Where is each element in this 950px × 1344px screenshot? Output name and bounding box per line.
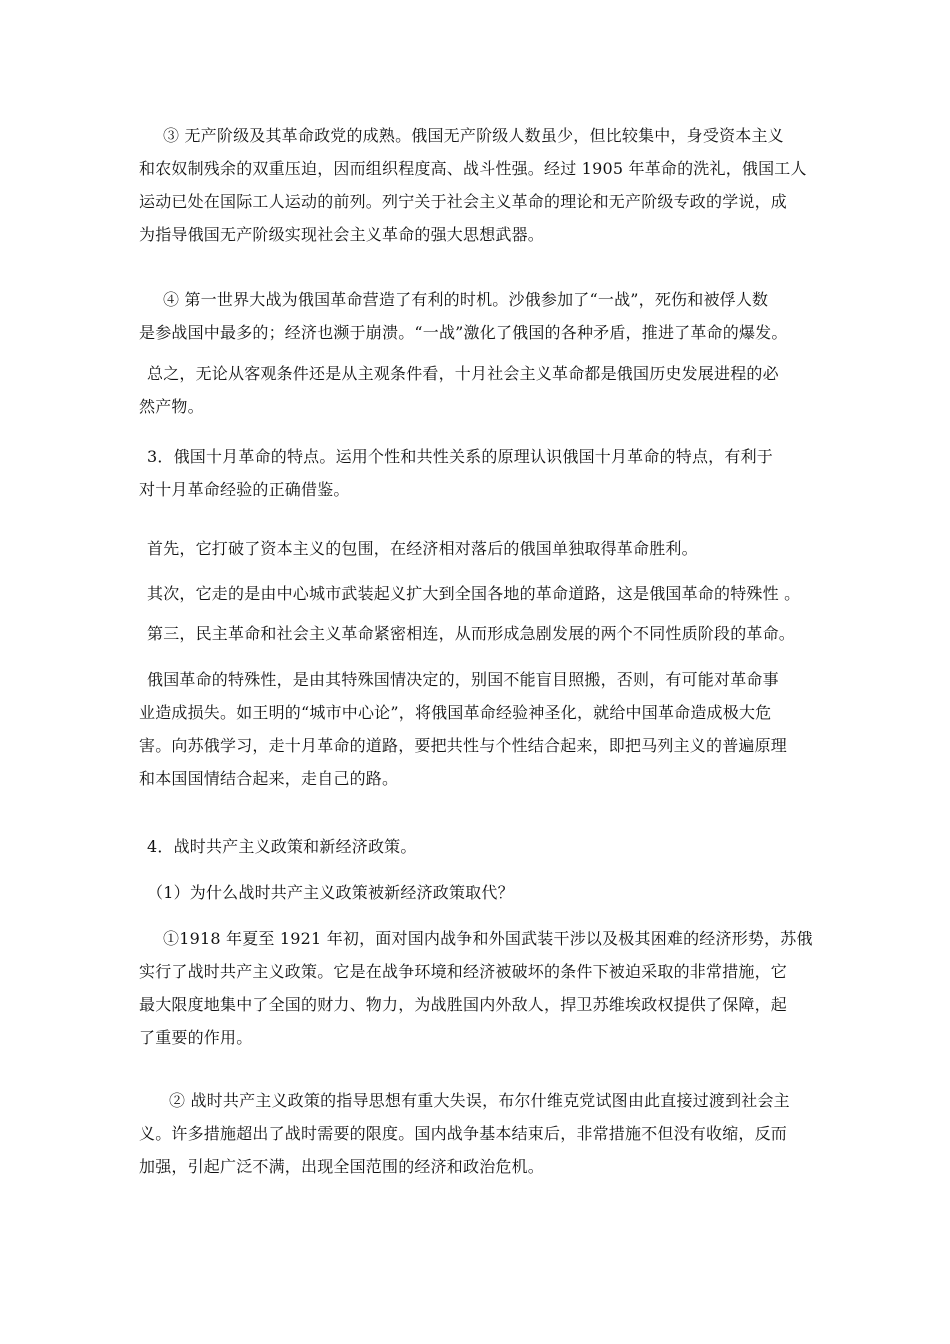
text-line: 其次，它走的是由中心城市武装起义扩大到全国各地的革命道路，这是俄国革命的特殊性 。 <box>147 584 801 603</box>
text-line: 业造成损失。如王明的“城市中心论”，将俄国革命经验神圣化，就给中国革命造成极大危 <box>139 703 772 722</box>
text-line: 首先，它打破了资本主义的包围，在经济相对落后的俄国单独取得革命胜利。 <box>147 539 698 558</box>
text-line: 运动已处在国际工人运动的前列。列宁关于社会主义革命的理论和无产阶级专政的学说，成 <box>139 192 788 211</box>
text-line: ② 战时共产主义政策的指导思想有重大失误，布尔什维克党试图由此直接过渡到社会主 <box>169 1091 790 1110</box>
paragraph-section-4-heading <box>139 830 819 863</box>
text-line: 实行了战时共产主义政策。它是在战争环境和经济被破坏的条件下被迫采取的非常措施，它 <box>139 962 788 981</box>
paragraph-section-3-heading <box>139 440 819 506</box>
text-line: 和农奴制残余的双重压迫，因而组织程度高、战斗性强。经过 1905 年革命的洗礼，俄国工人 <box>139 159 807 178</box>
paragraph-war-communism <box>139 922 819 1054</box>
paragraph-proletariat-maturity <box>139 119 819 251</box>
text-line: 害。向苏俄学习，走十月革命的道路，要把共性与个性结合起来，即把马列主义的普遍原理 <box>139 736 788 755</box>
text-line: ①1918 年夏至 1921 年初，面对国内战争和外国武装干涉以及极其困难的经济形势，苏俄 <box>163 929 813 948</box>
text-line: 第三，民主革命和社会主义革命紧密相连，从而形成急剧发展的两个不同性质阶段的革命。 <box>147 624 796 643</box>
paragraph-first-feature <box>139 532 819 565</box>
text-line: 和本国国情结合起来，走自己的路。 <box>139 769 399 788</box>
text-line: （1）为什么战时共产主义政策被新经济政策取代？ <box>147 883 514 902</box>
text-line: 义。许多措施超出了战时需要的限度。国内战争基本结束后，非常措施不但没有收缩，反而 <box>139 1124 788 1143</box>
text-line: 是参战国中最多的；经济也濒于崩溃。“一战”激化了俄国的各种矛盾，推进了革命的爆发。 <box>139 323 788 342</box>
text-line: 加强，引起广泛不满，出现全国范围的经济和政治危机。 <box>139 1157 545 1176</box>
text-line: 最大限度地集中了全国的财力、物力，为战胜国内外敌人，捍卫苏维埃政权提供了保障，起 <box>139 995 788 1014</box>
text-line: 对十月革命经验的正确借鉴。 <box>139 480 350 499</box>
text-line: 3．俄国十月革命的特点。运用个性和共性关系的原理认识俄国十月革命的特点，有利于 <box>147 447 773 466</box>
paragraph-question-1 <box>139 876 819 909</box>
text-line: 为指导俄国无产阶级实现社会主义革命的强大思想武器。 <box>139 225 545 244</box>
paragraph-conclusion <box>139 357 819 423</box>
text-line: ③ 无产阶级及其革命政党的成熟。俄国无产阶级人数虽少，但比较集中，身受资本主义 <box>163 126 784 145</box>
paragraph-third-feature <box>139 617 819 650</box>
paragraph-second-feature <box>139 577 819 610</box>
paragraph-particularity <box>139 663 819 795</box>
paragraph-policy-mistakes <box>139 1084 819 1183</box>
text-line: 总之，无论从客观条件还是从主观条件看，十月社会主义革命都是俄国历史发展进程的必 <box>147 364 779 383</box>
text-line: 俄国革命的特殊性，是由其特殊国情决定的，别国不能盲目照搬，否则，有可能对革命事 <box>147 670 779 689</box>
paragraph-world-war-opportunity <box>139 283 819 349</box>
text-line: 4．战时共产主义政策和新经济政策。 <box>147 837 417 856</box>
text-line: 了重要的作用。 <box>139 1028 253 1047</box>
text-line: 然产物。 <box>139 397 204 416</box>
text-line: ④ 第一世界大战为俄国革命营造了有利的时机。沙俄参加了“一战”，死伤和被俘人数 <box>163 290 769 309</box>
